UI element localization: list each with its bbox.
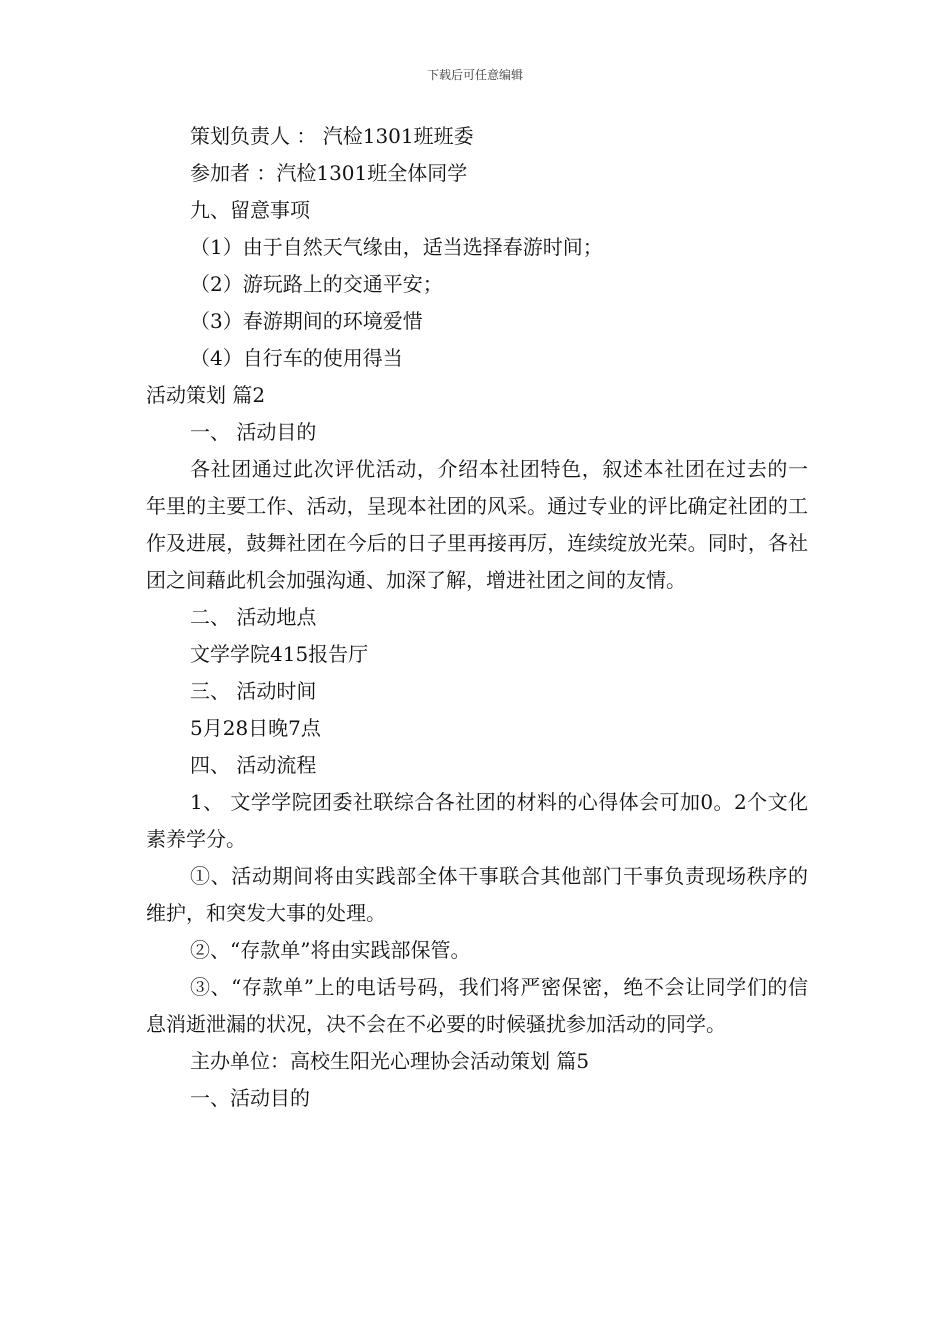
section-heading: 一、 活动目的 bbox=[190, 420, 317, 444]
paragraph: 各社团通过此次评优活动，介绍本社团特色，叙述本社团在过去的一年里的主要工作、活动，呈现本社团的风采。通过专业的评比确定社团的工作及进展，鼓舞社团在今后的日子里再接再厉，连续绽放光荣。同时，各社团之间藉此机会加强沟通、加深了解，增进社团之间的友情。 bbox=[146, 457, 808, 592]
time-text: 5月28日晚7点 bbox=[190, 716, 321, 740]
page-header: 下载后可任意编辑 bbox=[426, 68, 523, 82]
paragraph: ②、“存款单”将由实践部保管。 bbox=[190, 938, 471, 962]
section-heading: 一、活动目的 bbox=[190, 1086, 310, 1110]
list-item: （1）由于自然天气缘由，适当选择春游时间； bbox=[190, 235, 603, 259]
list-item: （3）春游期间的环境爱惜 bbox=[190, 309, 423, 333]
organizer-line: 主办单位：高校生阳光心理协会活动策划 篇5 bbox=[190, 1049, 590, 1073]
section-heading: 三、 活动时间 bbox=[190, 679, 317, 703]
document-body bbox=[146, 118, 808, 1117]
section-heading: 四、 活动流程 bbox=[190, 753, 317, 777]
section-heading: 二、 活动地点 bbox=[190, 605, 317, 629]
paragraph: 1、 文学学院团委社联综合各社团的材料的心得体会可加0。2个文化素养学分。 bbox=[146, 790, 808, 851]
location-text: 文学学院415报告厅 bbox=[190, 642, 369, 666]
paragraph: ①、活动期间将由实践部全体干事联合其他部门干事负责现场秩序的维护，和突发大事的处理。 bbox=[146, 864, 808, 925]
section-heading: 九、留意事项 bbox=[190, 198, 310, 222]
planner-line: 策划负责人 ： 汽检1301班班委 bbox=[190, 124, 474, 148]
list-item: （2）游玩路上的交通平安； bbox=[190, 272, 443, 296]
paragraph: ③、“存款单”上的电话号码，我们将严密保密，绝不会让同学们的信息消逝泄漏的状况，决不会在不必要的时候骚扰参加活动的同学。 bbox=[146, 975, 808, 1036]
participants-line: 参加者 ：汽检1301班全体同学 bbox=[190, 161, 468, 185]
article-title: 活动策划 篇2 bbox=[146, 383, 266, 407]
list-item: （4）自行车的使用得当 bbox=[190, 346, 403, 370]
